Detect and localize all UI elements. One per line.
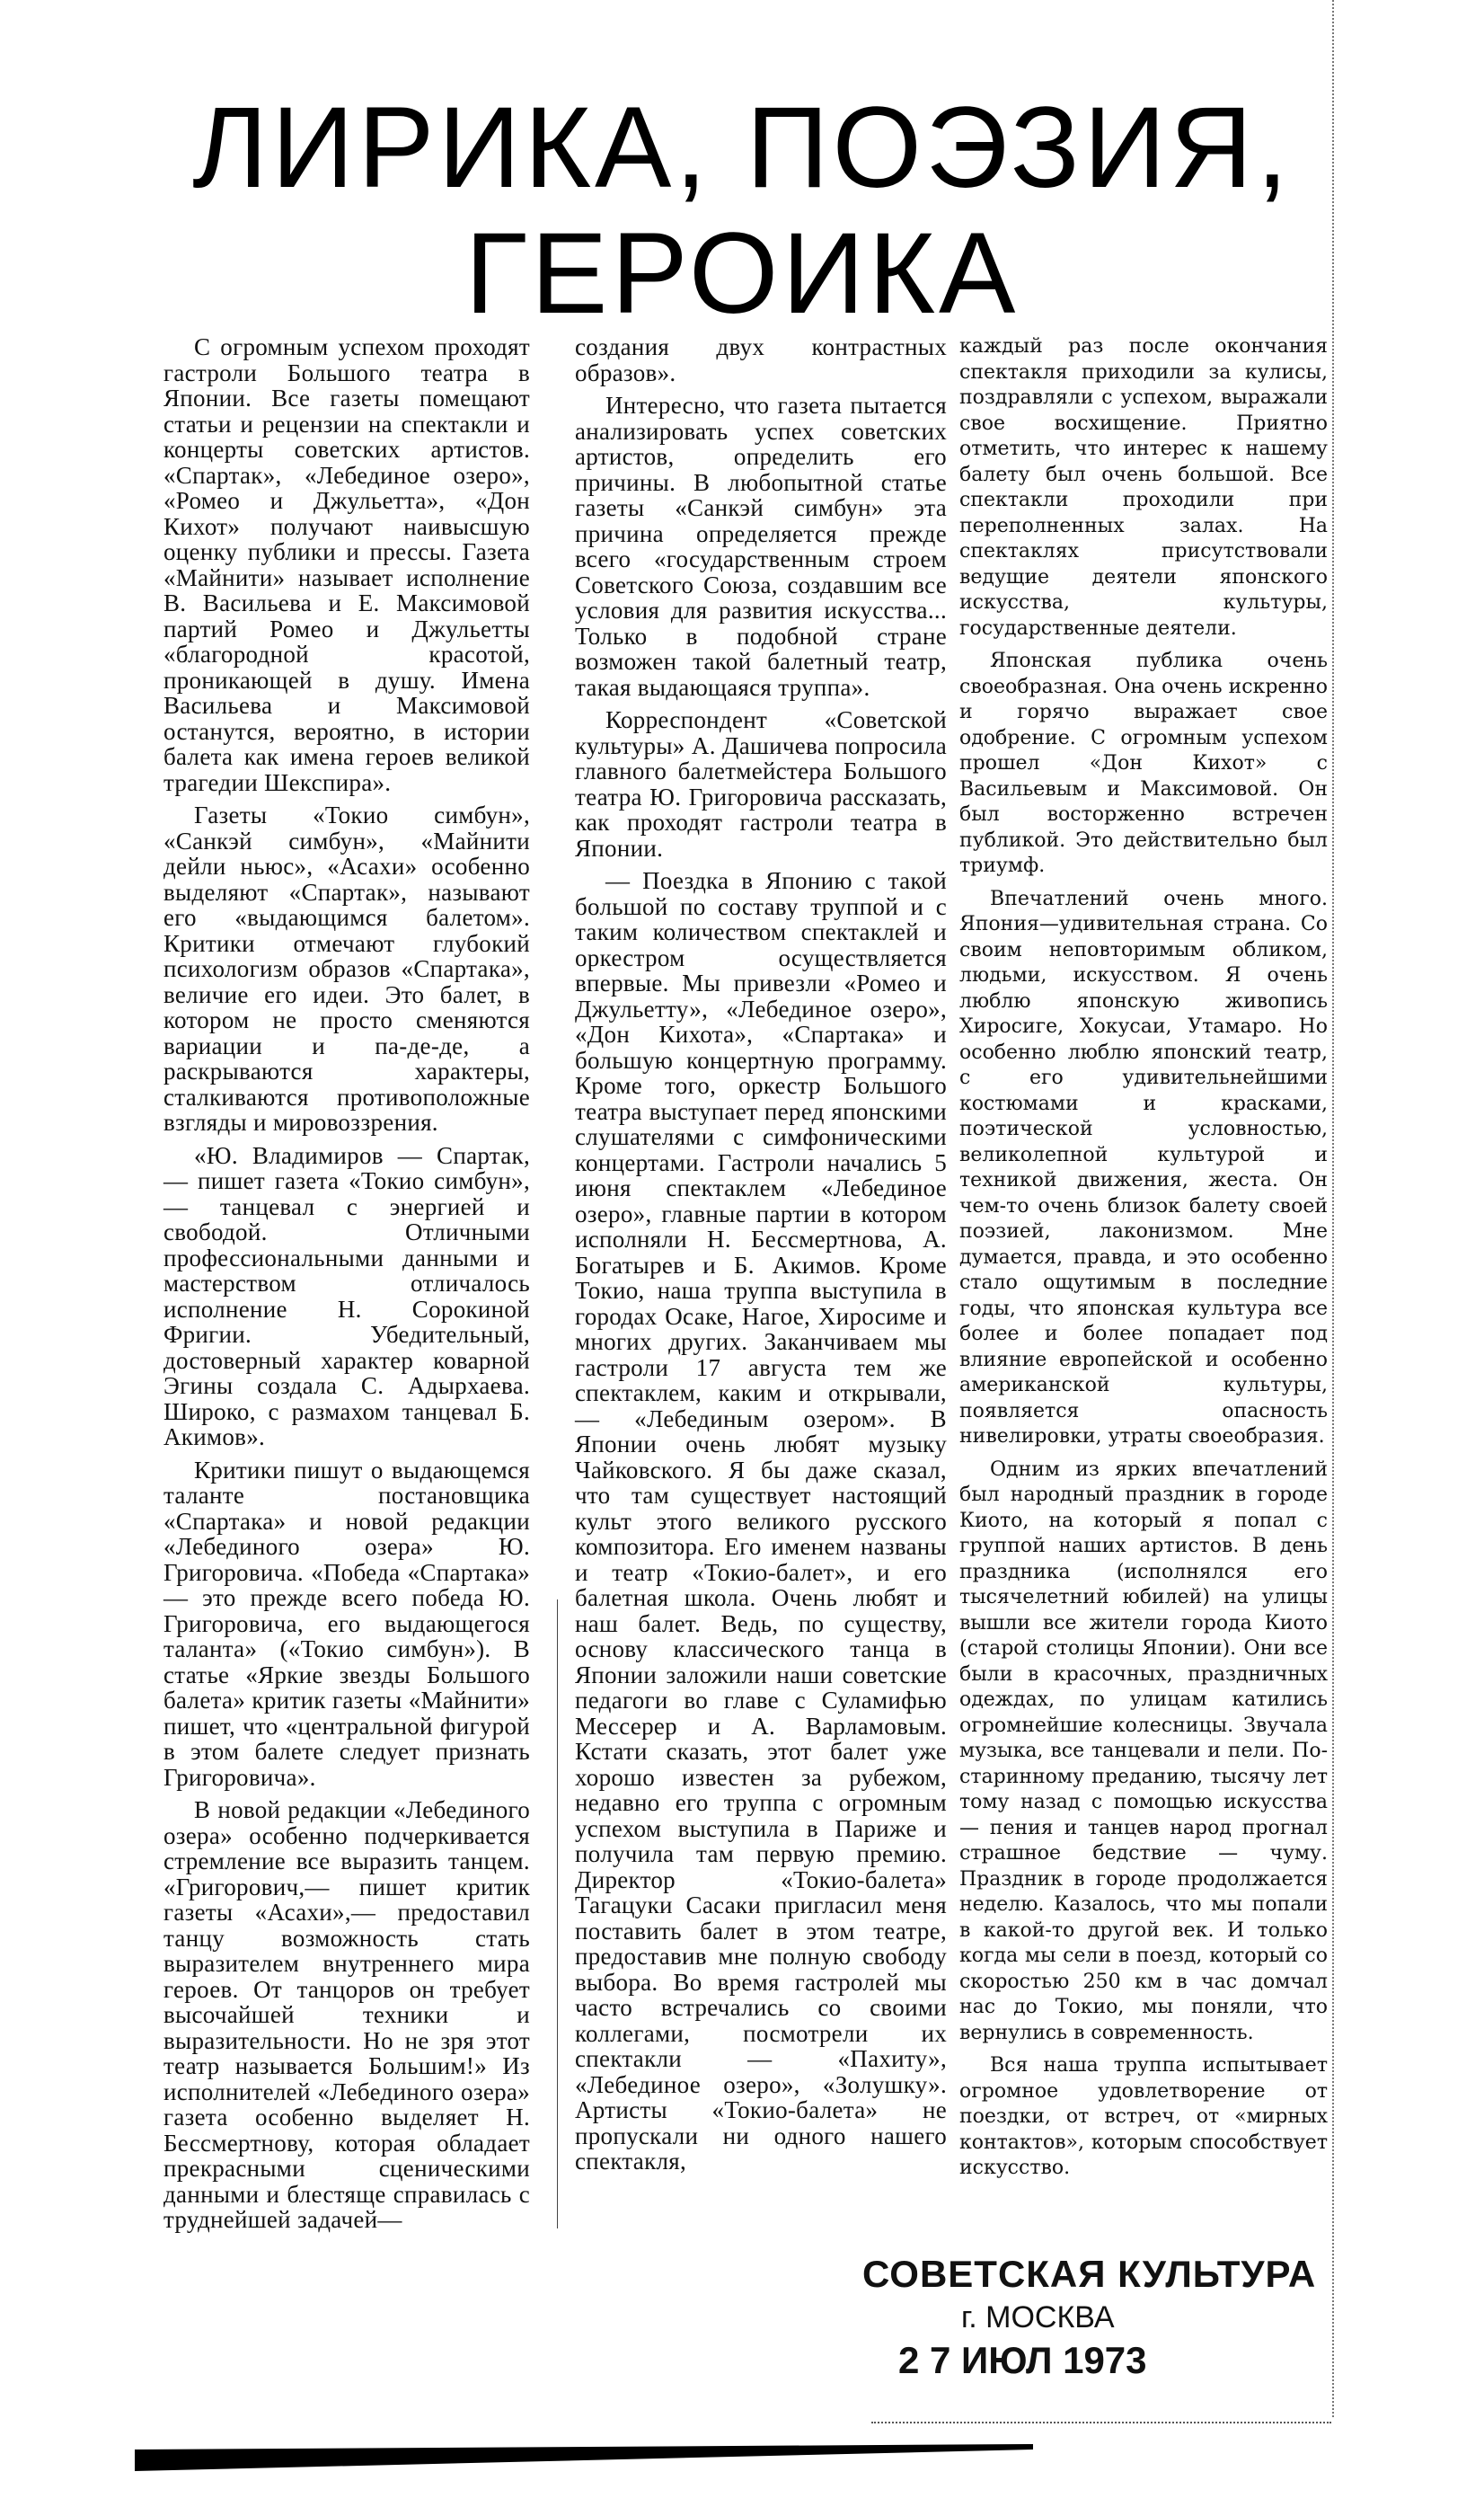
- article-column-1: [163, 334, 530, 2240]
- paragraph: Японская публика очень своеобразная. Она очень искренно и горячо выражает свое одобрение. С огромным успехом прошел «Дон Кихот» с Васильевым и Максимовой. Он был восторженно встречен публикой. Это действительно был триумф.: [959, 650, 1328, 877]
- article-column-2: [575, 334, 947, 2182]
- paragraph: «Ю. Владимиров — Спартак,— пишет газета «Токио симбун»,— танцевал с энергией и свободой. Отличными профессиональными данными и мастерством отличалось исполнение Н. Сорокиной Фригии. Убедительный, достоверный характер коварной Эгины создала С. Адырхаева. Широко, с размахом танцевал Б. Акимов».: [163, 1141, 530, 1450]
- stamp-city: г. МОСКВА: [961, 2300, 1115, 2334]
- paragraph: Корреспондент «Советской культуры» А. Дашичева попросила главного балетмейстера Большого театра Ю. Григоровича рассказать, как проходят гастроли театра в Японии.: [575, 706, 947, 862]
- scan-shadow-bar: [135, 2444, 1033, 2471]
- headline-line-1: ЛИРИКА, ПОЭЗИЯ,: [192, 84, 1292, 212]
- paragraph: — Поездка в Японию с такой большой по составу труппой и с таким количеством спектаклей и оркестром осуществляется впервые. Мы привезли «Ромео и Джульетту», «Лебединое озеро», «Дон Кихота», «Спартака» и большую концертную программу. Кроме того, оркестр Большого театра выступает перед японскими слушателями с симфоническими концертами. Гастроли начались 5 июня спектаклем «Лебединое озеро», главные партии в котором исполняли Н. Бессмертнова, А. Богатырев и Б. Акимов. Кроме Токио, наша труппа выступила в городах Осаке, Нагое, Хиросиме и многих других. Заканчиваем мы гастроли 17 августа тем же спектаклем, каким и открывали, — «Лебединым озером». В Японии очень любят музыку Чайковского. Я бы даже сказал, что там существует настоящий культ этого великого русского композитора. Его именем названы и театр «Токио-балет», и его балетная школа. Очень любят и наш балет. Ведь, по существу, основу классического танца в Японии заложили наши советские педагоги во главе с Суламифью Мессерер и А. Варламовым. Кстати сказать, этот балет уже хорошо известен за рубежом, недавно его труппа с огромным успехом выступила в Париже и получила там первую премию. Директор «Токио-балета» Тагацуки Сасаки пригласил меня поставить балет в этом театре, предоставив мне полную свободу выбора. Во время гастролей мы часто встречались со своими коллегами, посмотрели их спектакли — «Пахиту», «Лебединое озеро», «Золушку». Артисты «Токио-балета» не пропускали ни одного нашего спектакля,: [575, 867, 947, 2175]
- clipping-edge-bottom: [871, 2422, 1331, 2423]
- paragraph: С огромным успехом проходят гастроли Большого театра в Японии. Все газеты помещают статьи и рецензии на спектакли и концерты советских артистов. «Спартак», «Лебединое озеро», «Ромео и Джульетта», «Дон Кихот» получают наивысшую оценку публики и прессы. Газета «Майнити» называет исполнение В. Васильева и Е. Максимовой партий Ромео и Джульетты «благородной красотой, проникающей в душу. Имена Васильева и Максимовой останутся, вероятно, в истории балета как имена героев великой трагедии Шекспира».: [163, 333, 530, 796]
- stamp-newspaper-name: СОВЕТСКАЯ КУЛЬТУРА: [862, 2253, 1317, 2295]
- paragraph: Интересно, что газета пытается анализировать успех советских артистов, определить его причины. В любопытной статье газеты «Санкэй симбун» эта причина определяется прежде всего «государственным строем Советского Союза, создавшим все условия для развития искусства... Только в подобной стране возможен такой балетный театр, такая выдающаяся труппа».: [575, 392, 947, 701]
- paragraph: Газеты «Токио симбун», «Санкэй симбун», «Майнити дейли ньюс», «Асахи» особенно выделяют «Спартак», называют его «выдающимся балетом». Критики отмечают глубокий психологизм образов «Спартака», величие его идеи. Это балет, в котором не просто сменяются вариации и па-де-де, а раскрываются характеры, сталкиваются противоположные взгляды и мировоззрения.: [163, 802, 530, 1136]
- newspaper-date-stamp: [862, 2251, 1317, 2384]
- column-divider: [557, 1599, 558, 2228]
- paragraph: каждый раз после окончания спектакля приходили за кулисы, поздравляли с успехом, выражали свое восхищение. Приятно отметить, что интерес к нашему балету был очень большой. Все спектакли проходили при переполненных залах. На спектаклях присутствовали ведущие деятели японского искусства, культуры, государственные деятели.: [959, 335, 1328, 640]
- paragraph: Критики пишут о выдающемся таланте постановщика «Спартака» и новой редакции «Лебединого озера» Ю. Григоровича. «Победа «Спартака» — это прежде всего победа Ю. Григоровича, его выдающегося таланта» («Токио симбун»). В статье «Яркие звезды Большого балета» критик газеты «Майнити» пишет, что «центральной фигурой в этом балете следует признать Григоровича».: [163, 1456, 530, 1791]
- paragraph: Одним из ярких впечатлений был народный праздник в городе Киото, на который я попал с группой наших артистов. В день праздника (исполнялся его тысячелетний юбилей) на улицы вышли все жители города Киото (старой столицы Японии). Они все были в красочных, праздничных одеждах, по улицам катились огромнейшие колесницы. Звучала музыка, все танцевали и пели. По-старинному преданию, тысячу лет тому назад с помощью искусства — пения и танцев народ прогнал страшное бедствие — чуму. Праздник в городе продолжается неделю. Казалось, что мы попали в какой-то другой век. И только когда мы сели в поезд, который со скоростью 250 км в час домчал нас до Токио, мы поняли, что вернулись в современность.: [959, 1457, 1328, 2044]
- article-column-3: [959, 334, 1328, 2189]
- paragraph: создания двух контрастных образов».: [575, 333, 947, 386]
- paragraph: Вся наша труппа испытывает огромное удовлетворение от поездки, от встреч, от «мирных контактов», которым способствует искусство.: [959, 2054, 1328, 2179]
- headline-line-2: ГЕРОИКА: [464, 209, 1020, 338]
- clipping-edge-right: [1332, 0, 1334, 2417]
- stamp-date: 2 7 ИЮЛ 1973: [898, 2339, 1147, 2381]
- paragraph: В новой редакции «Лебединого озера» особенно подчеркивается стремление все выразить танцем. «Григорович,— пишет критик газеты «Асахи»,— предоставил танцу возможность стать выразителем внутреннего мира героев. От танцоров он требует высочайшей техники и выразительности. Но не зря этот театр называется Большим!» Из исполнителей «Лебединого озера» газета особенно выделяет Н. Бессмертнову, которая обладает прекрасными сценическими данными и блестяще справилась с труднейшей задачей—: [163, 1796, 530, 2233]
- paragraph: Впечатлений очень много. Япония—удивительная страна. Со своим неповторимым обликом, людьми, искусством. Я очень люблю японскую живопись Хиросиге, Хокусаи, Утамаро. Но особенно люблю японский театр, с его удивительнейшими костюмами и красками, поэтической условностью, великолепной культурой и техникой движения, жеста. Он чем-то очень близок балету своей поэзией, лаконизмом. Мне думается, правда, и это особенно стало ощутимым в последние годы, что японская культура все более и более попадает под влияние европейской и особенно американской культуры, появляется опасность нивелировки, утраты своеобразия.: [959, 887, 1328, 1448]
